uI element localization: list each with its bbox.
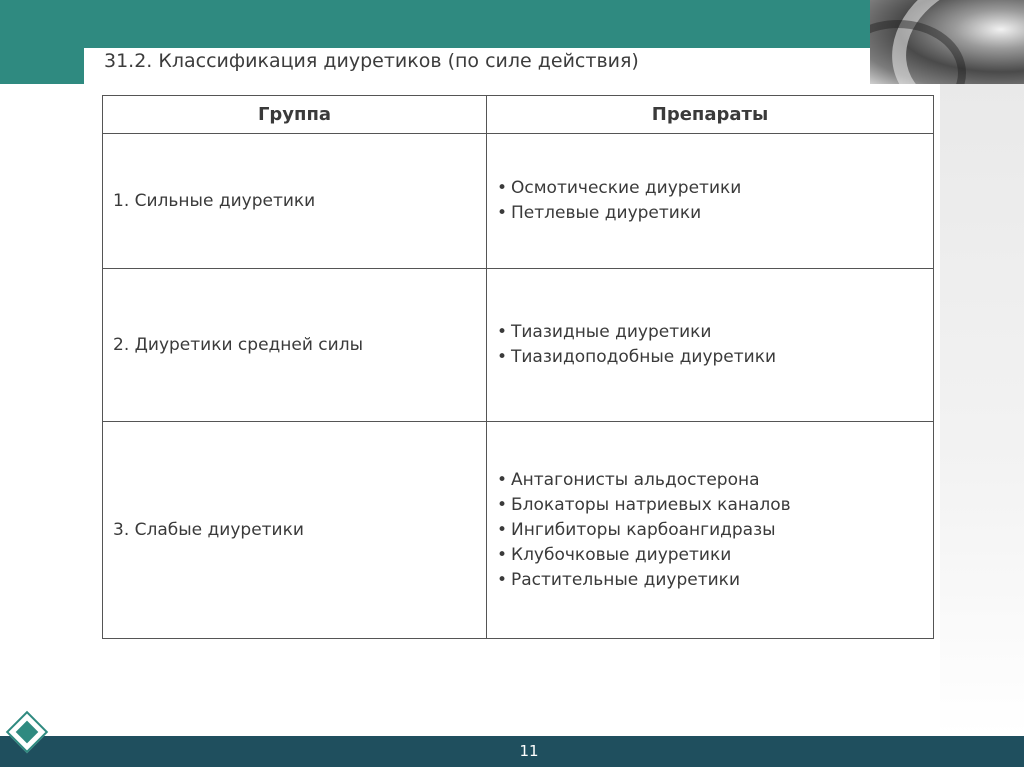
header-bar xyxy=(0,0,870,48)
drug-name: Антагонисты альдостерона xyxy=(511,469,760,490)
table-row xyxy=(103,422,934,639)
drug-list xyxy=(497,320,933,370)
list-item xyxy=(497,468,933,493)
bullet-icon: • xyxy=(497,347,508,367)
drug-name: Ингибиторы карбоангидразы xyxy=(511,519,776,540)
right-gradient-panel xyxy=(940,84,1024,736)
drug-list xyxy=(497,468,933,593)
list-item xyxy=(497,543,933,568)
drugs-cell xyxy=(487,134,934,269)
drug-name: Блокаторы натриевых каналов xyxy=(511,494,791,515)
bullet-icon: • xyxy=(497,544,508,565)
group-cell: 1. Сильные диуретики xyxy=(103,134,487,269)
page-number: 11 xyxy=(519,742,539,760)
list-item xyxy=(497,493,933,518)
group-cell: 3. Слабые диуретики xyxy=(103,422,487,639)
drug-name: Тиазидоподобные диуретики xyxy=(511,347,777,367)
list-item xyxy=(497,345,933,370)
group-cell: 2. Диуретики средней силы xyxy=(103,269,487,422)
bullet-icon: • xyxy=(497,203,508,223)
list-item xyxy=(497,176,933,201)
drug-name: Клубочковые диуретики xyxy=(511,544,732,565)
drug-name: Тиазидные диуретики xyxy=(511,322,712,342)
drug-list xyxy=(497,176,933,226)
list-item xyxy=(497,518,933,543)
list-item xyxy=(497,201,933,226)
drugs-cell xyxy=(487,269,934,422)
drug-name: Растительные диуретики xyxy=(511,569,740,590)
list-item xyxy=(497,320,933,345)
classification-table xyxy=(102,95,934,639)
column-header-drugs: Препараты xyxy=(487,96,934,134)
drug-name: Петлевые диуретики xyxy=(511,203,702,223)
table-row xyxy=(103,134,934,269)
column-header-group: Группа xyxy=(103,96,487,134)
bullet-icon: • xyxy=(497,178,508,198)
slide-title: 31.2. Классификация диуретиков (по силе действия) xyxy=(104,50,639,72)
bullet-icon: • xyxy=(497,322,508,342)
header-left-accent xyxy=(0,48,84,84)
bullet-icon: • xyxy=(497,469,508,490)
drug-name: Осмотические диуретики xyxy=(511,178,742,198)
decorative-metal-corner xyxy=(870,0,1024,84)
bullet-icon: • xyxy=(497,569,508,590)
bullet-icon: • xyxy=(497,519,508,540)
table-header-row xyxy=(103,96,934,134)
table-row xyxy=(103,269,934,422)
bullet-icon: • xyxy=(497,494,508,515)
list-item xyxy=(497,568,933,593)
drugs-cell xyxy=(487,422,934,639)
